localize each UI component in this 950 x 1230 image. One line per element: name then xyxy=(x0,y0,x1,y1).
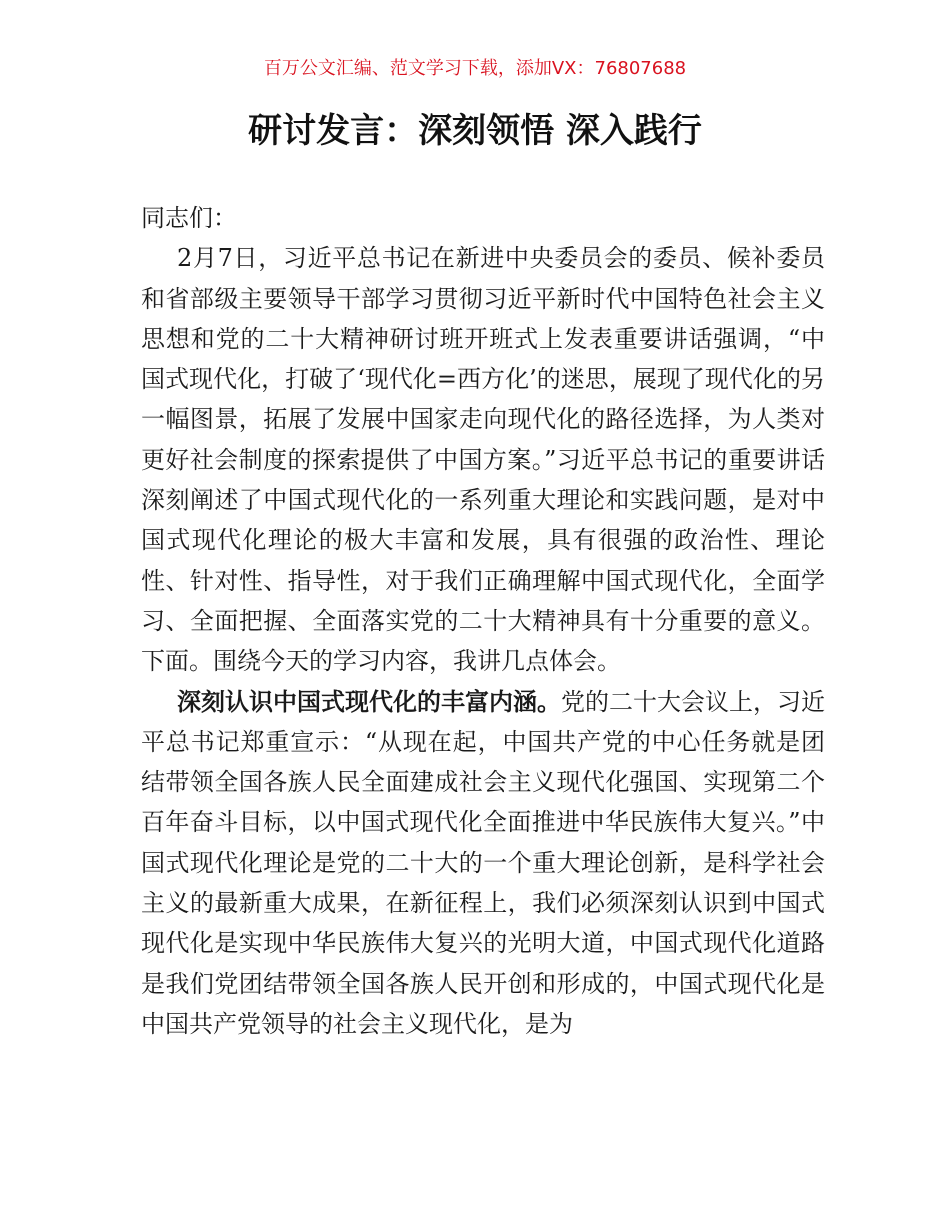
paragraph-intro: 2月7日，习近平总书记在新进中央委员会的委员、候补委员和省部级主要领导干部学习贯彻习近平新时代中国特色社会主义思想和党的二十大精神研讨班开班式上发表重要讲话强调，“中国式现代化，打破了‘现代化=西方化’的迷思，展现了现代化的另一幅图景，拓展了发展中国家走向现代化的路径选择，为人类对更好社会制度的探索提供了中国方案。”习近平总书记的重要讲话深刻阐述了中国式现代化的一系列重大理论和实践问题，是对中国式现代化理论的极大丰富和发展，具有很强的政治性、理论性、针对性、指导性，对于我们正确理解中国式现代化，全面学习、全面把握、全面落实党的二十大精神具有十分重要的意义。下面。围绕今天的学习内容，我讲几点体会。 xyxy=(141,244,825,676)
promo-banner: 百万公文汇编、范文学习下载，添加VX：76807688 xyxy=(263,58,687,79)
paragraph-section-one xyxy=(141,682,825,1045)
page-title: 研讨发言：深刻领悟 深入践行 xyxy=(248,111,702,151)
salutation: 同志们： xyxy=(141,204,237,232)
document-body xyxy=(141,198,825,1044)
section-heading: 深刻认识中国式现代化的丰富内涵。 xyxy=(177,686,561,716)
section-text: 党的二十大会议上，习近平总书记郑重宣示：“从现在起，中国共产党的中心任务就是团结带领全国各族人民全面建成社会主义现代化强国、实现第二个百年奋斗目标，以中国式现代化全面推进中华民族伟大复兴。”中国式现代化理论是党的二十大的一个重大理论创新，是科学社会主义的最新重大成果，在新征程上，我们必须深刻认识到中国式现代化是实现中华民族伟大复兴的光明大道，中国式现代化道路是我们党团结带领全国各族人民开创和形成的，中国式现代化是中国共产党领导的社会主义现代化，是为 xyxy=(141,687,825,1038)
